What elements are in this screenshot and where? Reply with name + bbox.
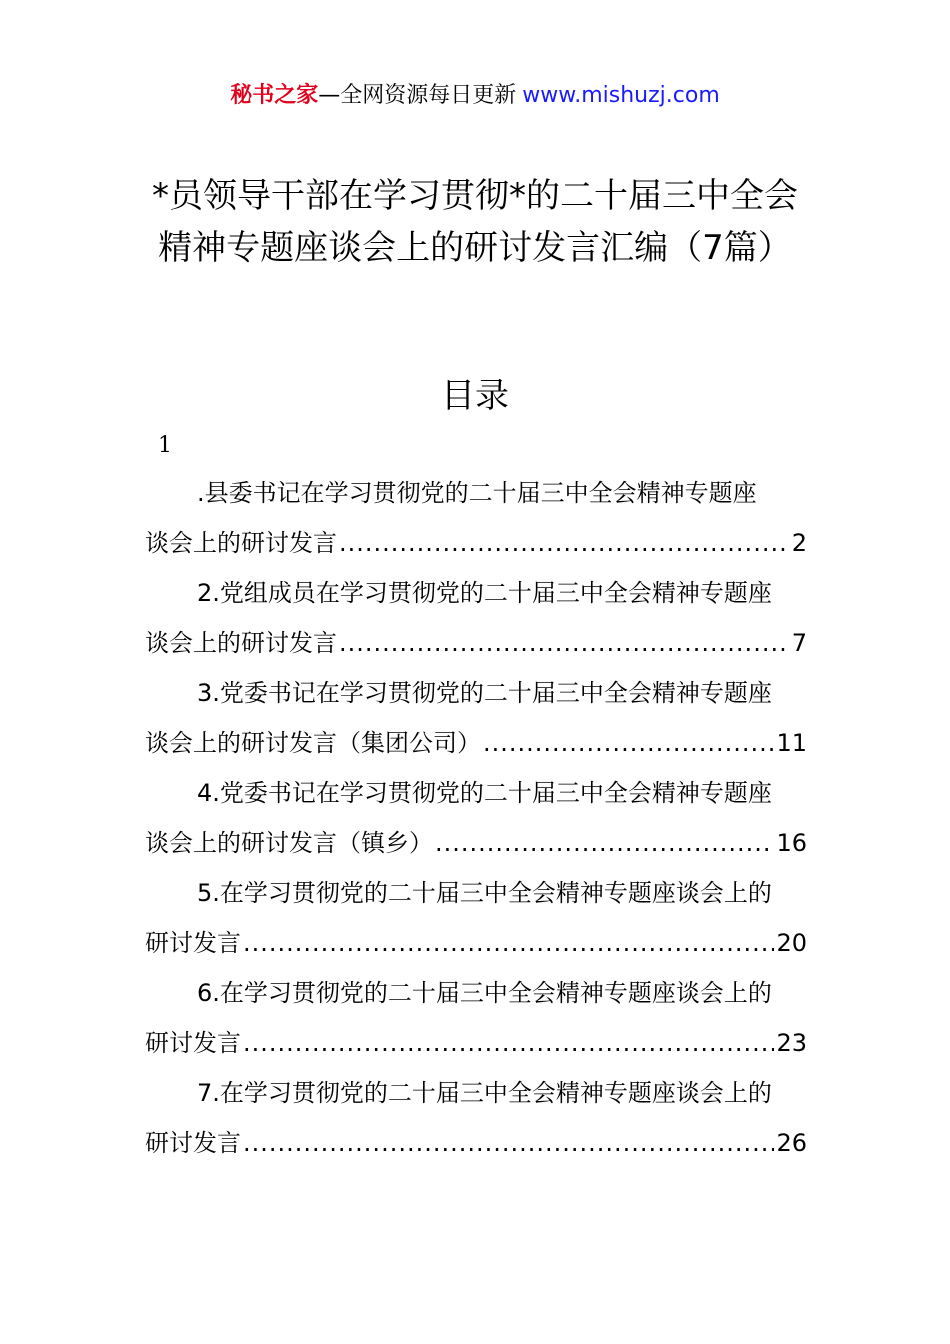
toc-item-title-line2: 谈会上的研讨发言（镇乡） <box>145 829 433 857</box>
toc-item-page: 16 <box>776 829 807 857</box>
toc-item-page: 20 <box>776 929 807 957</box>
toc-item[interactable] <box>145 468 807 568</box>
toc-heading: 目录 <box>441 376 509 416</box>
toc-item-title-line1: 2.党组成员在学习贯彻党的二十届三中全会精神专题座 <box>197 579 772 607</box>
toc-item[interactable] <box>145 768 807 868</box>
toc-item-title-line1: 5.在学习贯彻党的二十届三中全会精神专题座谈会上的 <box>197 879 772 907</box>
stray-number: 1 <box>158 433 172 458</box>
toc-item-title-line2: 谈会上的研讨发言 <box>145 529 337 557</box>
toc-item-title-line2: 研讨发言 <box>145 1029 241 1057</box>
toc-item-title-line2: 谈会上的研讨发言 <box>145 629 337 657</box>
site-header <box>0 80 950 112</box>
site-url[interactable]: www.mishuzj.com <box>522 83 720 108</box>
toc-item[interactable] <box>145 968 807 1068</box>
document-title: *员领导干部在学习贯彻*的二十届三中全会精神专题座谈会上的研讨发言汇编（7篇） <box>152 176 798 268</box>
toc-item-page: 23 <box>776 1029 807 1057</box>
toc-item-page: 2 <box>791 529 807 557</box>
toc-leader-dots <box>483 718 774 768</box>
toc-item[interactable] <box>145 568 807 668</box>
toc-leader-dots <box>243 1018 774 1068</box>
toc-leader-dots <box>339 618 790 668</box>
toc-item[interactable] <box>145 668 807 768</box>
toc-item-page: 7 <box>791 629 807 657</box>
toc-item[interactable] <box>145 1068 807 1168</box>
toc-item-title-line2: 研讨发言 <box>145 929 241 957</box>
toc-item-title-line2: 谈会上的研讨发言（集团公司） <box>145 729 481 757</box>
header-tagline: —全网资源每日更新 <box>318 83 517 108</box>
toc-leader-dots <box>435 818 774 868</box>
toc-item-title-line1: 6.在学习贯彻党的二十届三中全会精神专题座谈会上的 <box>197 979 772 1007</box>
toc-item-title-line2: 研讨发言 <box>145 1129 241 1157</box>
brand-name: 秘书之家 <box>230 83 319 108</box>
toc-item-page: 11 <box>776 729 807 757</box>
toc-item[interactable] <box>145 868 807 968</box>
table-of-contents <box>145 468 807 1168</box>
toc-item-title-line1: 7.在学习贯彻党的二十届三中全会精神专题座谈会上的 <box>197 1079 772 1107</box>
toc-leader-dots <box>243 918 774 968</box>
toc-item-title-line1: 4.党委书记在学习贯彻党的二十届三中全会精神专题座 <box>197 779 772 807</box>
toc-item-page: 26 <box>776 1129 807 1157</box>
toc-leader-dots <box>339 518 790 568</box>
toc-leader-dots <box>243 1118 774 1168</box>
toc-item-title-line1: 3.党委书记在学习贯彻党的二十届三中全会精神专题座 <box>197 679 772 707</box>
toc-item-title-line1: .县委书记在学习贯彻党的二十届三中全会精神专题座 <box>197 479 757 507</box>
